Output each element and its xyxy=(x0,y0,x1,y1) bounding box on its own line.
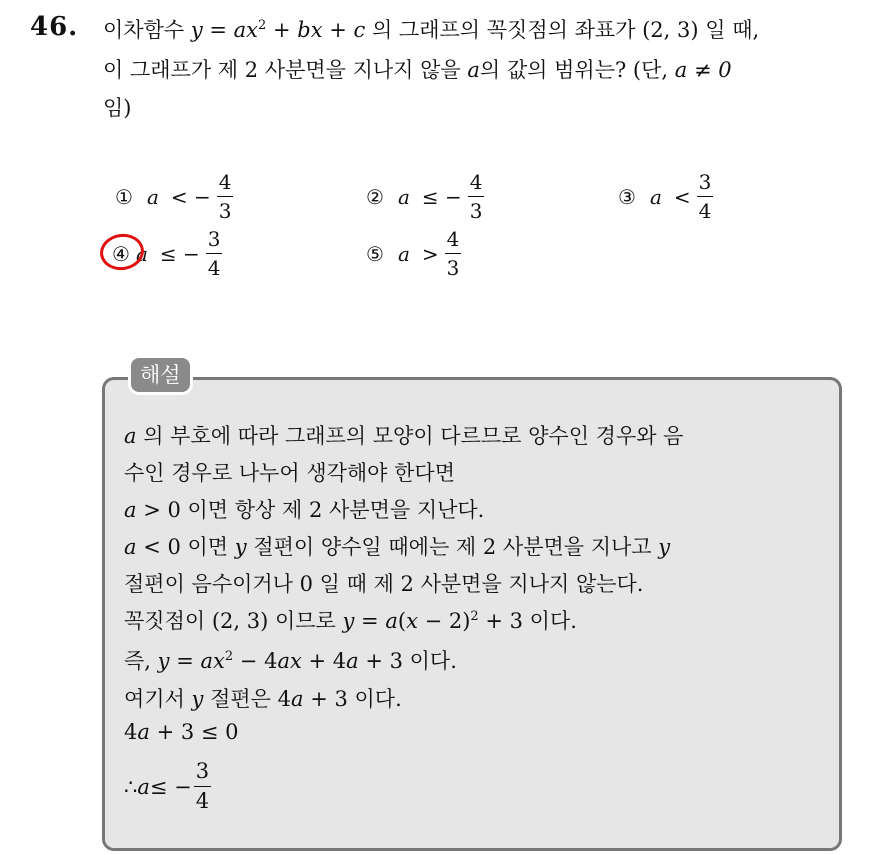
solution-line-1: a 의 부호에 따라 그래프의 모양이 다르므로 양수인 경우와 음 xyxy=(124,424,684,448)
solution-line-5: 절편이 음수이거나 0 일 때 제 2 사분면을 지나지 않는다. xyxy=(124,572,644,596)
solution-label: 해설 xyxy=(128,355,193,395)
choice-4-fraction: $\frac{3}{4}$ xyxy=(207,227,221,280)
choice-5[interactable]: ⑤ a > $\frac{4}{3}$ xyxy=(366,227,460,280)
choice-2-fraction: $\frac{4}{3}$ xyxy=(469,170,483,223)
choice-4-mark: ④ xyxy=(112,241,130,266)
solution-line-2: 수인 경우로 나누어 생각해야 한다면 xyxy=(124,461,455,485)
choice-5-mark: ⑤ xyxy=(366,241,384,266)
question-line-3: 임) xyxy=(103,96,132,120)
question-number: 46. xyxy=(30,12,79,42)
solution-line-8: 여기서 y 절편은 4a + 3 이다. xyxy=(124,687,402,711)
solution-final-fraction: $\frac{3}{4}$ xyxy=(195,759,210,813)
solution-line-7: 즉, $y = ax^2 - 4ax + 4a + 3$ 이다. xyxy=(124,649,457,673)
question-line-2: 이 그래프가 제 2 사분면을 지나지 않을 a의 값의 범위는? (단, a ≠ 0 xyxy=(103,58,732,82)
solution-line-3: a > 0 이면 항상 제 2 사분면을 지난다. xyxy=(124,498,485,522)
choice-5-fraction: $\frac{4}{3}$ xyxy=(446,227,460,280)
solution-line-10: ∴ a ≤ − $\frac{3}{4}$ xyxy=(124,759,210,813)
choice-1[interactable]: ① a < − $\frac{4}{3}$ xyxy=(115,170,232,223)
choice-1-mark: ① xyxy=(115,184,133,209)
choice-2[interactable]: ② a ≤ − $\frac{4}{3}$ xyxy=(366,170,483,223)
solution-line-9: 4a + 3 ≤ 0 xyxy=(124,720,239,744)
choice-4[interactable]: ④ a ≤ − $\frac{3}{4}$ xyxy=(112,227,221,280)
choice-2-mark: ② xyxy=(366,184,384,209)
choice-1-fraction: $\frac{4}{3}$ xyxy=(218,170,232,223)
solution-line-6: 꼭짓점이 (2, 3) 이므로 $y = a(x - 2)^2 + 3$ 이다. xyxy=(124,609,577,633)
choice-3-fraction: $\frac{3}{4}$ xyxy=(698,170,712,223)
question-line-1: 이차함수 $y = ax^2$ + bx + c 의 그래프의 꼭짓점의 좌표가 (2, 3) 일 때, xyxy=(103,18,760,42)
solution-line-4: a < 0 이면 y 절편이 양수일 때에는 제 2 사분면을 지나고 y xyxy=(124,535,671,559)
choice-3[interactable]: ③ a < $\frac{3}{4}$ xyxy=(618,170,712,223)
choice-3-mark: ③ xyxy=(618,184,636,209)
